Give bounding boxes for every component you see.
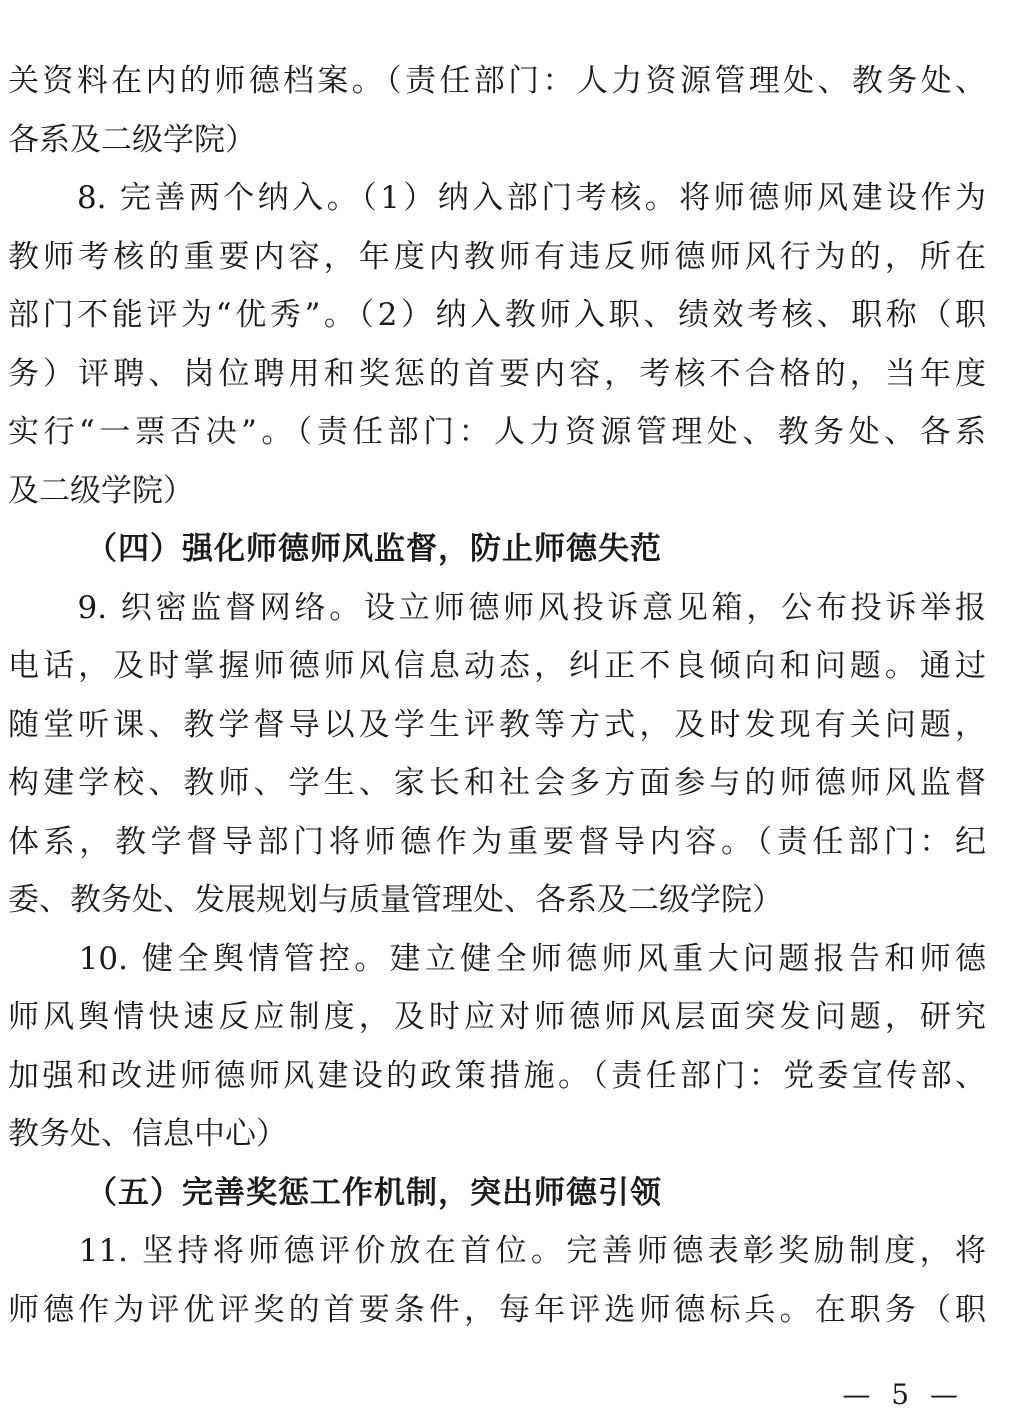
page-number: — 5 — [842, 1378, 964, 1411]
body-line: 加强和改进师德师风建设的政策措施。（责任部门：党委宣传部、 [8, 1057, 986, 1094]
body-line: 教师考核的重要内容，年度内教师有违反师德师风行为的，所在 [8, 238, 986, 275]
body-line: 务）评聘、岗位聘用和奖惩的首要内容，考核不合格的，当年度 [8, 355, 986, 392]
paragraph-item-8-line: 8. 完善两个纳入。（1）纳入部门考核。将师德师风建设作为 [8, 180, 986, 216]
body-line: 师风舆情快速反应制度，及时应对师德师风层面突发问题，研究 [8, 999, 986, 1035]
body-line: 教务处、信息中心） [8, 1116, 287, 1152]
body-line: 关资料在内的师德档案。（责任部门：人力资源管理处、教务处、 [8, 63, 986, 99]
body-line: 师德作为评优评奖的首要条件，每年评选师德标兵。在职务（职 [8, 1291, 986, 1328]
body-line: 委、教务处、发展规划与质量管理处、各系及二级学院） [8, 882, 783, 918]
body-line: 实行“一票否决”。（责任部门：人力资源管理处、教务处、各系 [8, 414, 986, 450]
paragraph-item-11-line: 11. 坚持将师德评价放在首位。完善师德表彰奖励制度，将 [8, 1233, 986, 1269]
body-line: 电话，及时掌握师德师风信息动态，纠正不良倾向和问题。通过 [8, 648, 986, 684]
paragraph-item-9-line: 9. 织密监督网络。设立师德师风投诉意见箱，公布投诉举报 [8, 589, 986, 626]
body-line: 及二级学院） [8, 472, 194, 509]
body-line: 体系，教学督导部门将师德作为重要督导内容。（责任部门：纪 [8, 823, 986, 860]
section-heading-4: （四）强化师德师风监督，防止师德失范 [86, 531, 662, 567]
body-line: 随堂听课、教学督导以及学生评教等方式，及时发现有关问题， [8, 706, 986, 743]
document-body [8, 52, 986, 1339]
body-line: 各系及二级学院） [8, 121, 256, 158]
body-line: 部门不能评为“优秀”。（2）纳入教师入职、绩效考核、职称（职 [8, 297, 986, 333]
section-heading-5: （五）完善奖惩工作机制，突出师德引领 [86, 1174, 662, 1211]
paragraph-item-10-line: 10. 健全舆情管控。建立健全师德师风重大问题报告和师德 [8, 940, 986, 977]
body-line: 构建学校、教师、学生、家长和社会多方面参与的师德师风监督 [8, 765, 986, 801]
